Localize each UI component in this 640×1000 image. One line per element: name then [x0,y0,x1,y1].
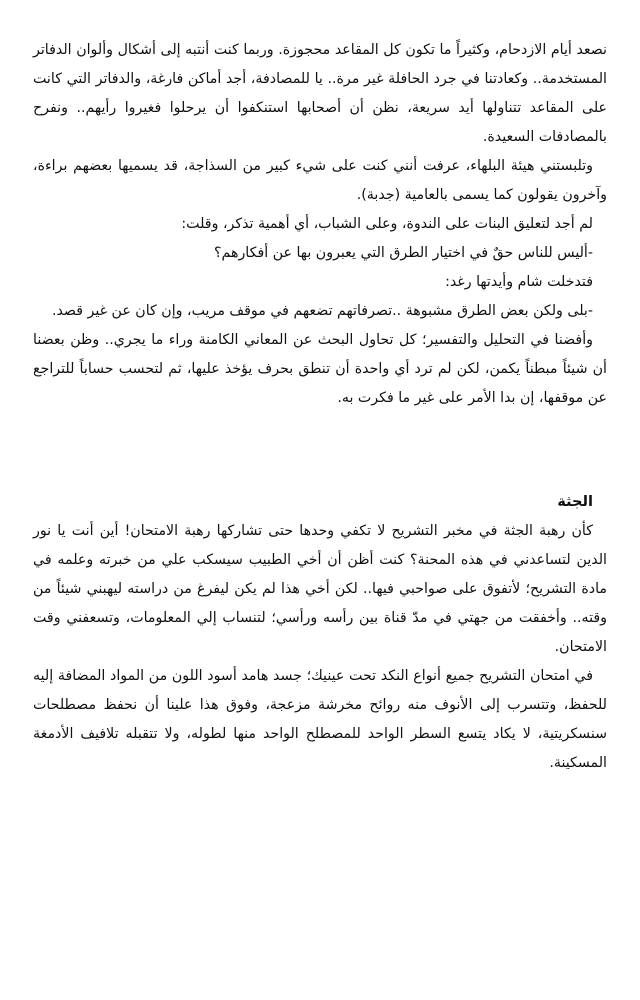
section-spacer [33,413,607,487]
section-title: الجثة [557,493,593,510]
paragraph-1: نصعد أيام الازدحام، وكثيراً ما تكون كل المقاعد محجوزة. وربما كنت أنتبه إلى أشكال وألوان الدفاتر المستخدمة.. وكعادتنا في جرد الحافلة غير مرة.. يا للمصادفة، أجد أماكن فارغة، والدفاتر التي كانت على المقاعد تتناولها أيد سريعة، نظن أن أصحابها استنكفوا أن يرحلوا فغيروا رأيهم.. ونفرح بالمصادفات السعيدة. [33,42,607,145]
paragraph-6: -بلى ولكن بعض الطرق مشبوهة ..تصرفاتهم تضعهم في موقف مريب، وإن كان عن غير قصد. [51,303,593,319]
paragraph-3: لم أجد لتعليق البنات على الندوة، وعلى الشباب، أي أهمية تذكر، وقلت: [181,216,593,232]
paragraph-4: -أليس للناس حقٌ في اختيار الطرق التي يعبرون بها عن أفكارهم؟ [214,245,593,261]
story-section-bus [33,36,607,413]
paragraph-2: وتلبستني هيئة البلهاء، عرفت أنني كنت على شيء كبير من السذاجة، قد يسميها بعضهم براءة، وآخرون يقولون كما يسمى بالعامية (جدبة). [33,158,607,203]
paragraph-9: في امتحان التشريح جميع أنواع النكد تحت عينيك؛ جسد هامد أسود اللون من المواد المضافة إليه للحفظ، وتتسرب إلى الأنوف منه روائح مخرشة مزعجة، وفوق هذا علينا أن نحفظ مصطلحات سنسكريتية، لا يكاد يتسع السطر الواحد للمصطلح الواحد منها لطوله، ولا تتقبله تلافيف الأدمغة المسكينة. [33,668,607,771]
paragraph-7: وأفضنا في التحليل والتفسير؛ كل تحاول البحث عن المعاني الكامنة وراء ما يجري.. وظن بعضنا أن شيئاً مبطناً يكمن، لكن لم ترد أي واحدة أن تنطق بحرف يؤخذ عليها، ثم لتحسب حساباً للتراجع عن موقفها، إن بدا الأمر على غير ما فكرت به. [33,332,607,406]
paragraph-8: كأن رهبة الجثة في مخبر التشريح لا تكفي وحدها حتى تشاركها رهبة الامتحان! أين أنت يا نور الدين لتساعدني في هذه المحنة؟ كنت أظن أن أخي الطبيب سيسكب علي من خبرته وعلمه في مادة التشريح؛ لأتفوق على صواحبي فيها.. لكن أخي هذا لم يكن ليفرغ من دراسته ليهبني شيئاً من وقته.. وأخفقت من جهتي في مدّ قناة بين رأسه ورأسي؛ لتنساب إلي المعلومات، وتسعفني وقت الامتحان. [33,523,607,655]
paragraph-5: فتدخلت شام وأيدتها رغد: [445,274,593,290]
story-section-corpse [33,487,607,778]
